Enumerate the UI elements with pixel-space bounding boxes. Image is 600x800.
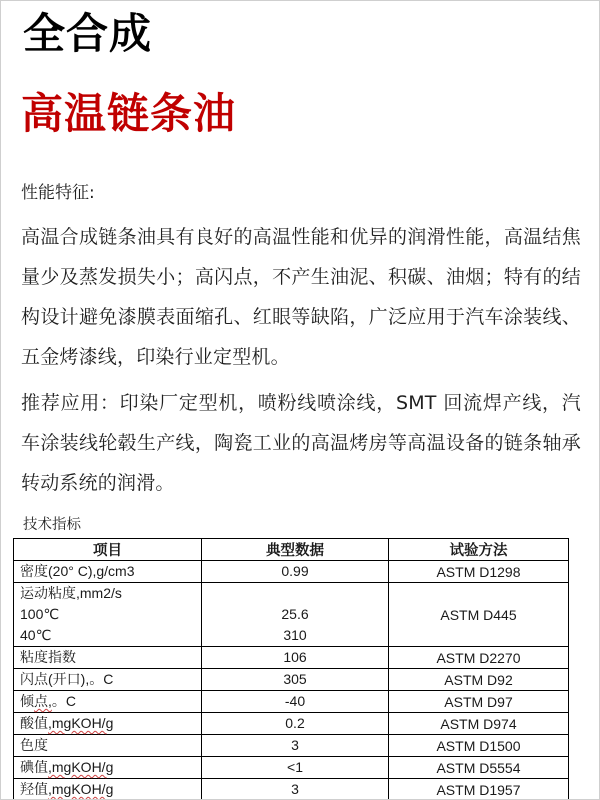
item-cell: 倾点,。C bbox=[14, 691, 202, 713]
item-cell: 粘度指数 bbox=[14, 647, 202, 669]
typical-data-cell: 3 bbox=[202, 735, 389, 757]
item-cell: 闪点(开口),。C bbox=[14, 669, 202, 691]
item-cell: 密度(20° C),g/cm3 bbox=[14, 561, 202, 583]
item-cell: 运动粘度,mm2/s 100℃ 40℃ bbox=[14, 583, 202, 647]
typical-data-cell: -40 bbox=[202, 691, 389, 713]
test-method-cell: ASTM D1298 bbox=[389, 561, 569, 583]
item-cell: 羟值,mgKOH/g bbox=[14, 779, 202, 800]
test-method-cell: ASTM D5554 bbox=[389, 757, 569, 779]
table-row bbox=[14, 713, 569, 735]
product-line-title: 全合成 bbox=[23, 9, 153, 58]
table-label: 技术指标 bbox=[23, 517, 81, 533]
features-heading: 性能特征: bbox=[21, 183, 95, 203]
spellcheck-squiggle: ,mgKOH/g bbox=[48, 715, 114, 731]
spec-table bbox=[13, 538, 569, 800]
typical-data-cell: 0.99 bbox=[202, 561, 389, 583]
spellcheck-squiggle: 点, bbox=[34, 693, 52, 709]
spec-table-body bbox=[14, 561, 569, 800]
header-item: 项目 bbox=[14, 539, 202, 561]
item-cell: 碘值,mgKOH/g bbox=[14, 757, 202, 779]
item-cell: 酸值,mgKOH/g bbox=[14, 713, 202, 735]
typical-data-cell: 106 bbox=[202, 647, 389, 669]
applications-paragraph: 推荐应用：印染厂定型机，喷粉线喷涂线，SMT 回流焊产线，汽车涂装线轮毂生产线，陶瓷工业的高温烤房等高温设备的链条轴承转动系统的润滑。 bbox=[21, 392, 581, 494]
header-row bbox=[14, 539, 569, 561]
test-method-cell: ASTM D1500 bbox=[389, 735, 569, 757]
spec-table-head bbox=[14, 539, 569, 561]
typical-data-cell: <1 bbox=[202, 757, 389, 779]
table-row bbox=[14, 691, 569, 713]
table-row bbox=[14, 757, 569, 779]
typical-data-cell: 0.2 bbox=[202, 713, 389, 735]
test-method-cell: ASTM D1957 bbox=[389, 779, 569, 800]
typical-data-cell: 25.6 310 bbox=[202, 583, 389, 647]
test-method-cell: ASTM D92 bbox=[389, 669, 569, 691]
header-typical-data: 典型数据 bbox=[202, 539, 389, 561]
table-row bbox=[14, 779, 569, 800]
test-method-cell: ASTM D974 bbox=[389, 713, 569, 735]
typical-data-cell: 305 bbox=[202, 669, 389, 691]
header-test-method: 试验方法 bbox=[389, 539, 569, 561]
table-row bbox=[14, 583, 569, 647]
table-row bbox=[14, 735, 569, 757]
spellcheck-squiggle: ,mgKOH/g bbox=[48, 781, 114, 797]
item-cell: 色度 bbox=[14, 735, 202, 757]
table-row bbox=[14, 669, 569, 691]
test-method-cell: ASTM D97 bbox=[389, 691, 569, 713]
table-row bbox=[14, 647, 569, 669]
product-name-title: 高温链条油 bbox=[21, 89, 237, 138]
table-row bbox=[14, 561, 569, 583]
typical-data-cell: 3 bbox=[202, 779, 389, 800]
features-paragraph: 高温合成链条油具有良好的高温性能和优异的润滑性能，高温结焦量少及蒸发损失小；高闪点，不产生油泥、积碳、油烟；特有的结构设计避免漆膜表面缩孔、红眼等缺陷，广泛应用于汽车涂装线、五金烤漆线，印染行业定型机。 bbox=[21, 226, 581, 368]
test-method-cell: ASTM D445 bbox=[389, 583, 569, 647]
test-method-cell: ASTM D2270 bbox=[389, 647, 569, 669]
spellcheck-squiggle: ,mgKOH/g bbox=[48, 759, 114, 775]
